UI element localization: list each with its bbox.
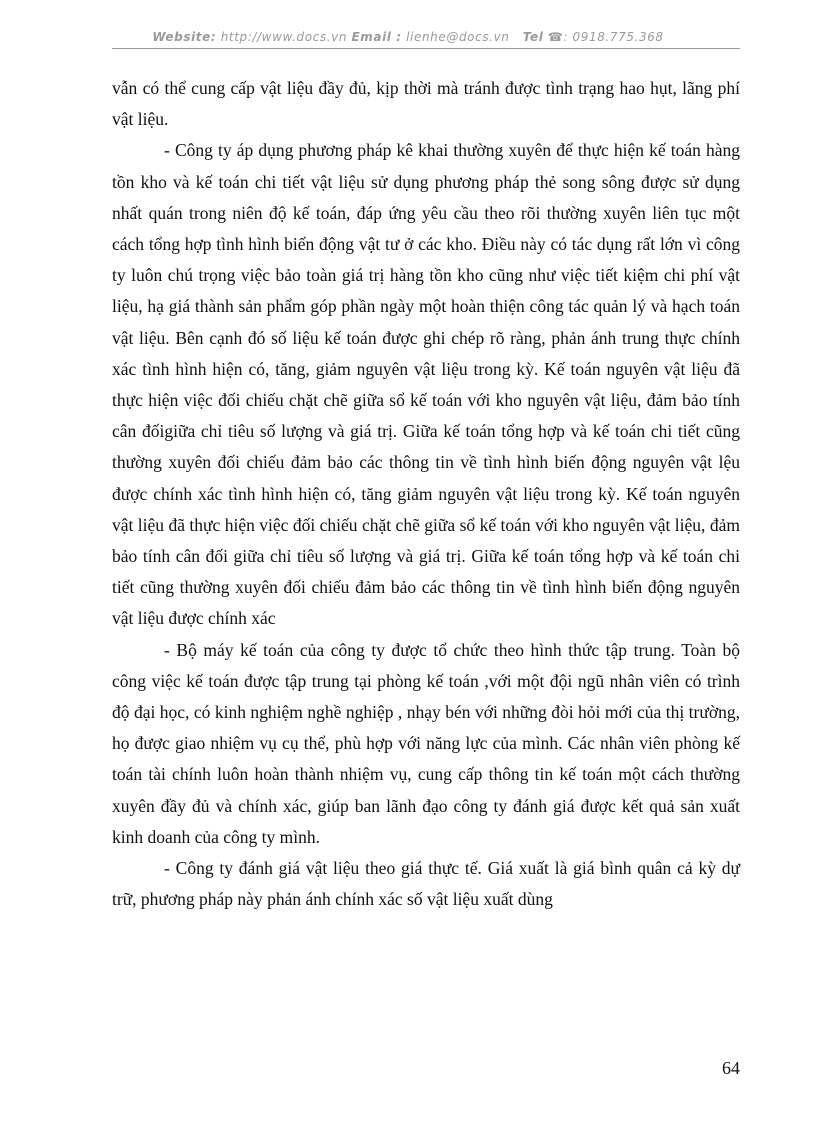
paragraph-inventory-method: - Công ty áp dụng phương pháp kê khai thường xuyên để thực hiện kế toán hàng tồn kho và kế toán chi tiết vật liệu sử dụng phương pháp thẻ song sông được sử dụng nhất quán trong niên độ kế toán, đáp ứng yêu cầu theo rõi thường xuyên liên tục một cách tổng hợp tình hình biến động vật tư ở các kho. Điều này có tác dụng rất lớn vì công ty luôn chú trọng việc bảo toàn giá trị hàng tồn kho cũng như việc tiết kiệm chi phí vật liệu, hạ giá thành sản phẩm góp phần ngày một hoàn thiện công tác quản lý và hạch toán vật liệu. Bên cạnh đó số liệu kế toán được ghi chép rõ ràng, phản ánh trung thực chính xác tình hình hiện có, tăng, giảm nguyên vật liệu trong kỳ. Kế toán nguyên vật liệu đã thực hiện việc đối chiếu chặt chẽ giữa sổ kế toán với kho nguyên vật liệu, đảm bảo tính cân đốigiữa chỉ tiêu số lượng và giá trị. Giữa kế toán tổng hợp và kế toán chi tiết cũng thường xuyên đối chiếu đảm bảo các thông tin về tình hình biến động nguyên vật lệu được chính xác tình hình hiện có, tăng giảm nguyên vật liệu trong kỳ. Kế toán nguyên vật liệu đã thực hiện việc đối chiếu chặt chẽ giữa sổ kế toán với kho nguyên vật liệu, đảm bảo tính cân đối giữa chỉ tiêu số lượng và giá trị. Giữa kế toán tổng hợp và kế toán chi tiết cũng thường xuyên đối chiếu đảm bảo các thông tin về tình hình biến động nguyên vật liệu được chính xác: [112, 140, 740, 629]
page-number: 64: [722, 1058, 740, 1078]
website-value[interactable]: http://www.docs.vn: [220, 30, 348, 44]
page-header: [0, 30, 816, 44]
header-divider: [112, 48, 740, 49]
email-label: Email :: [351, 30, 402, 44]
paragraph-accounting-department: - Bộ máy kế toán của công ty được tổ chức theo hình thức tập trung. Toàn bộ công việc kế toán được tập trung tại phòng kế toán ,với một đội ngũ nhân viên có trình độ đại học, có kinh nghiệm nghề nghiệp , nhạy bén với những đòi hỏi mới của thị trường, họ được giao nhiệm vụ cụ thể, phù hợp với năng lực của mình. Các nhân viên phòng kế toán tài chính luôn hoàn thành nhiệm vụ, cung cấp thông tin kế toán một cách thường xuyên đầy đủ và chính xác, giúp ban lãnh đạo công ty đánh giá được kết quả sản xuất kinh doanh của công ty mình.: [112, 639, 740, 847]
paragraph-valuation: - Công ty đánh giá vật liệu theo giá thực tế. Giá xuất là giá bình quân cả kỳ dự trữ, phương pháp này phản ánh chính xác số vật liệu xuất dùng: [112, 858, 740, 910]
email-value[interactable]: lienhe@docs.vn: [406, 30, 510, 44]
paragraph-continuation: vẫn có thể cung cấp vật liệu đầy đủ, kịp thời mà tránh được tình trạng hao hụt, lãng phí vật liệu.: [112, 78, 740, 130]
phone-icon: ☎: [547, 30, 564, 44]
tel-value: : 0918.775.368: [563, 30, 664, 44]
document-body: [112, 73, 740, 915]
tel-label: Tel: [522, 30, 544, 44]
website-label: Website:: [152, 30, 217, 44]
